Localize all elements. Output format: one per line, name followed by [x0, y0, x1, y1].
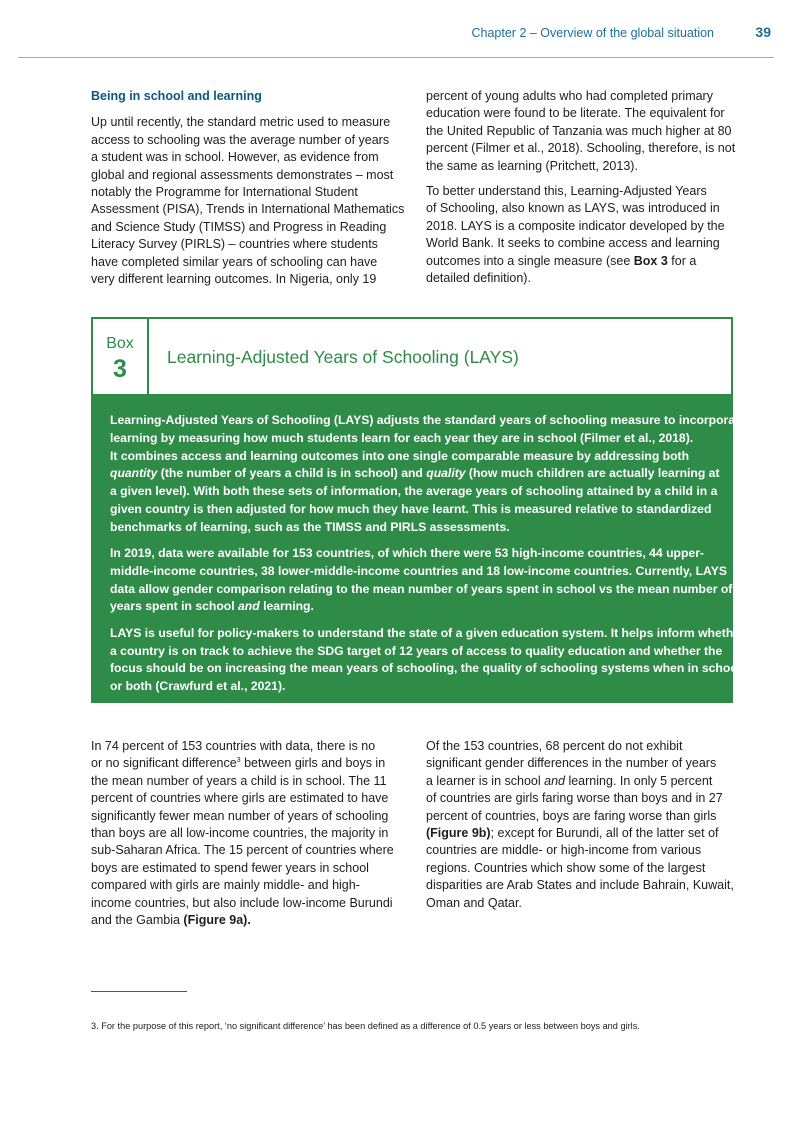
box-title: Learning-Adjusted Years of Schooling (LAYS) — [167, 347, 519, 367]
text-line: 2018. LAYS is a composite indicator developed by the — [426, 218, 725, 233]
box-body — [91, 394, 746, 703]
text-line: given country is then adjusted for how much they have learnt. This is measured relative to standardized — [110, 501, 712, 516]
text-run: a learner is in school — [426, 773, 545, 788]
text-line — [426, 773, 744, 790]
text-line — [426, 825, 744, 842]
text-line: compared with girls are mainly middle- and high- — [91, 878, 360, 893]
italic-term: and — [238, 599, 260, 614]
text-line: disparities are Arab States and include Bahrain, Kuwait, — [426, 878, 734, 893]
text-line: very different learning outcomes. In Nigeria, only 19 — [91, 272, 377, 287]
text-line: percent of countries where girls are estimated to have — [91, 791, 389, 806]
text-line: In 2019, data were available for 153 countries, of which there were 53 high-income countries, 44 upper- — [110, 546, 704, 561]
text-line: a given level). With both these sets of information, the average years of schooling attained by a child in a — [110, 484, 718, 499]
text-line: income countries, but also include low-income Burundi — [91, 895, 393, 910]
text-run: (how much children are actually learning at — [465, 466, 720, 481]
text-run: ; except for Burundi, all of the latter set of — [490, 826, 719, 841]
text-run: between girls and boys in — [240, 756, 386, 771]
text-line: Up until recently, the standard metric used to measure — [91, 115, 391, 130]
figure-9b-reference: (Figure 9b) — [426, 826, 491, 841]
paragraph — [426, 738, 744, 912]
chapter-title: Chapter 2 – Overview of the global situation — [471, 26, 714, 40]
paragraph — [426, 88, 744, 175]
text-run: outcomes into a single measure (see — [426, 253, 634, 268]
box-paragraph — [110, 545, 733, 616]
paragraph — [91, 114, 409, 288]
text-line: significant gender differences in the number of years — [426, 756, 717, 771]
text-line: data allow gender comparison relating to the mean number of years spent in school vs the mean number of — [110, 581, 733, 596]
text-line — [426, 253, 744, 270]
text-line — [91, 912, 409, 929]
text-line: In 74 percent of 153 countries with data, there is no — [91, 739, 376, 753]
text-line: benchmarks of learning, such as the TIMSS and PIRLS assessments. — [110, 519, 510, 534]
text-line: Assessment (PISA), Trends in International Mathematics — [91, 202, 405, 217]
text-line: learning by measuring how much students learn for each year they are in school (Filmer et al., 2018). — [110, 430, 694, 445]
paragraph — [426, 183, 744, 287]
text-line: and Science Study (TIMSS) and Progress in Reading — [91, 219, 387, 234]
text-line: It combines access and learning outcomes into one single comparable measure by addressing both — [110, 448, 690, 463]
text-run: (the number of years a child is in school) and — [157, 466, 427, 481]
text-line: Of the 153 countries, 68 percent do not exhibit — [426, 739, 683, 753]
text-line: To better understand this, Learning-Adjusted Years — [426, 184, 707, 199]
text-line: boys are estimated to spend fewer years in school — [91, 860, 369, 875]
text-line — [110, 465, 720, 483]
box-3 — [91, 317, 746, 703]
text-line — [91, 755, 409, 772]
text-line: percent of countries, boys are faring worse than girls — [426, 808, 717, 823]
box-text — [110, 412, 746, 704]
italic-term: quality — [426, 466, 466, 481]
text-line: middle-income countries, 38 lower-middle-income countries and 18 low-income countries. Currently, LAYS — [110, 563, 727, 578]
text-line: notably the Programme for International Student — [91, 185, 358, 200]
intro-column-right — [426, 88, 744, 295]
text-line: of Schooling, also known as LAYS, was introduced in — [426, 201, 720, 216]
box-label — [93, 319, 149, 394]
text-run: years spent in school — [110, 599, 239, 614]
text-line: significantly fewer mean number of years of schooling — [91, 808, 389, 823]
text-line: Learning-Adjusted Years of Schooling (LAYS) adjusts the standard years of schooling measure to incorporate — [110, 413, 746, 427]
text-line: Literacy Survey (PIRLS) – countries where students — [91, 237, 378, 252]
text-line: LAYS is useful for policy-makers to understand the state of a given education system. It helps inform whether — [110, 625, 745, 640]
box-3-reference: Box 3 — [633, 253, 668, 268]
text-line: sub-Saharan Africa. The 15 percent of countries where — [91, 843, 394, 858]
findings-column-right — [426, 738, 744, 920]
box-paragraph — [110, 412, 746, 537]
text-line: World Bank. It seeks to combine access and learning — [426, 236, 720, 251]
text-line: of countries are girls faring worse than boys and in 27 — [426, 791, 723, 806]
italic-term: and — [544, 773, 565, 788]
text-line: access to schooling was the average number of years — [91, 132, 390, 147]
text-run: for a — [667, 253, 697, 268]
box-paragraph — [110, 625, 745, 696]
findings-column-left — [91, 738, 409, 937]
text-run: or no significant difference — [91, 756, 237, 771]
text-line: focus should be on increasing the mean years of schooling, the quality of schooling systems when in school, — [110, 661, 745, 676]
text-line: a country is on track to achieve the SDG target of 12 years of access to quality education and whether the — [110, 643, 723, 658]
box-number: 3 — [113, 355, 127, 383]
text-line: than boys are all low-income countries, the majority in — [91, 826, 389, 841]
text-line: a student was in school. However, as evidence from — [91, 150, 379, 165]
page-number: 39 — [755, 24, 771, 40]
text-run: learning. — [259, 599, 314, 614]
paragraph — [91, 738, 409, 929]
text-line: detailed definition). — [426, 271, 531, 286]
text-line: global and regional assessments demonstrates – most — [91, 167, 394, 182]
footnote-divider — [91, 991, 187, 992]
text-run: learning. In only 5 percent — [564, 773, 713, 788]
text-line: Oman and Qatar. — [426, 895, 522, 910]
intro-column-left — [91, 88, 409, 296]
text-line — [110, 598, 720, 616]
text-run: and the Gambia — [91, 913, 184, 928]
text-line: percent of young adults who had completed primary — [426, 89, 713, 103]
box-word: Box — [106, 335, 134, 352]
section-heading: Being in school and learning — [91, 89, 262, 103]
footnote: 3. For the purpose of this report, ‘no significant difference’ has been defined as a difference of 0.5 years or less between boys and girls. — [91, 1021, 640, 1031]
text-line: education were found to be literate. The equivalent for — [426, 106, 725, 121]
box-header — [91, 317, 733, 396]
text-line: countries are middle- or high-income from various — [426, 843, 702, 858]
text-line: or both (Crawfurd et al., 2021). — [110, 679, 286, 694]
text-line: regions. Countries which show some of the largest — [426, 860, 706, 875]
header-divider — [18, 57, 774, 58]
text-line: percent (Filmer et al., 2018). Schooling, therefore, is not — [426, 141, 736, 156]
page-header — [0, 0, 793, 58]
footnote-marker[interactable]: 3 — [236, 757, 241, 765]
italic-term: quantity — [110, 466, 158, 481]
text-line: the mean number of years a child is in school. The 11 — [91, 773, 387, 788]
text-line: the same as learning (Pritchett, 2013). — [426, 158, 638, 173]
figure-9a-reference: (Figure 9a). — [183, 913, 251, 928]
text-line: the United Republic of Tanzania was much higher at 80 — [426, 123, 732, 138]
text-line: have completed similar years of schooling can have — [91, 254, 378, 269]
